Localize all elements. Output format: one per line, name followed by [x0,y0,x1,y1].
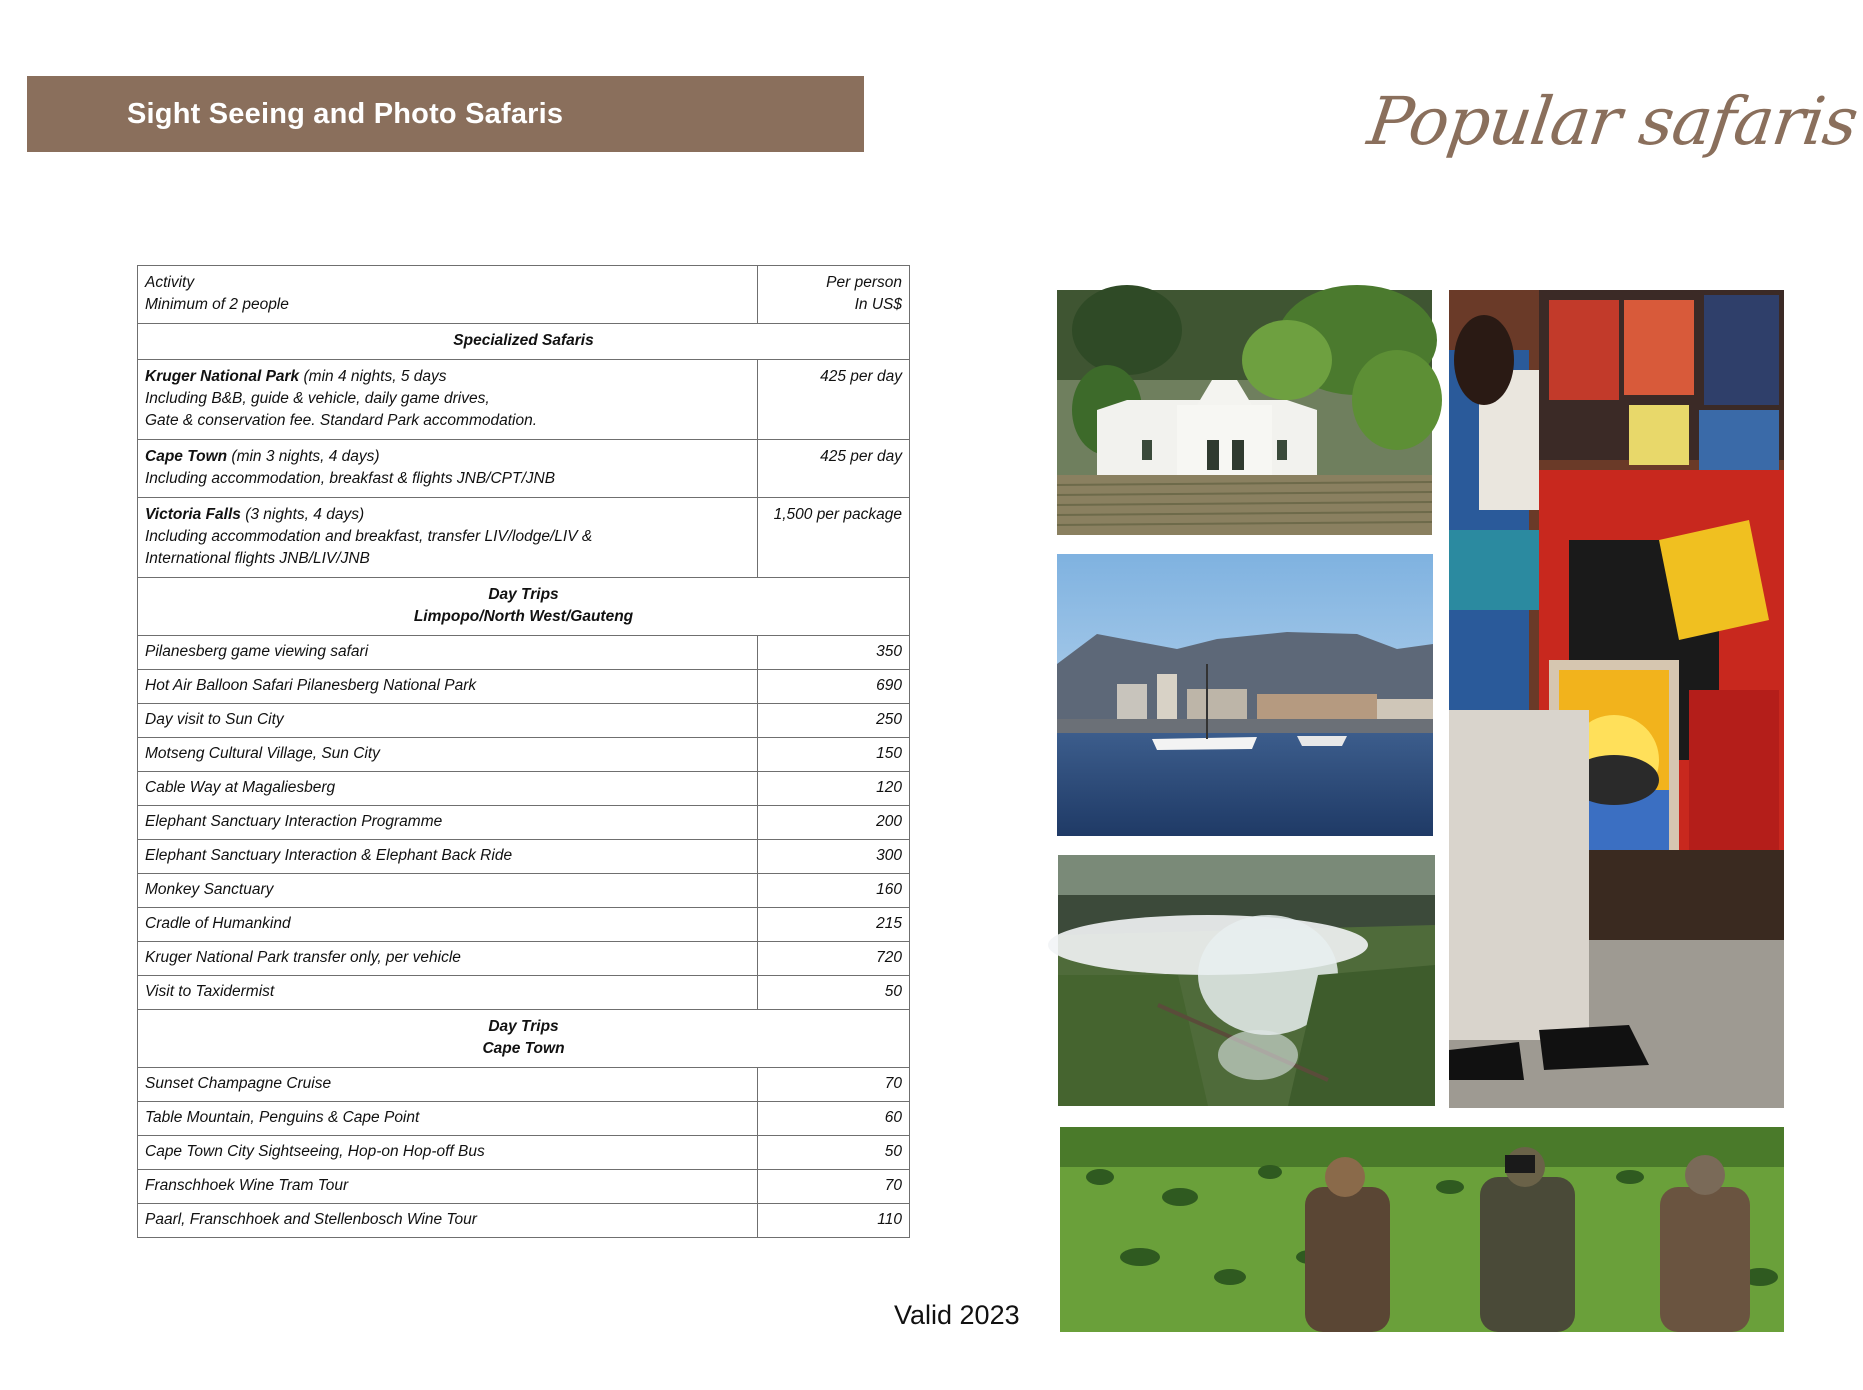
price-cell: 150 [758,738,910,772]
page-title: Sight Seeing and Photo Safaris [127,97,564,130]
activity-cell: Elephant Sanctuary Interaction & Elephant Back Ride [138,840,758,874]
price-cell: 215 [758,908,910,942]
table-row [138,498,910,578]
price-cell: 250 [758,704,910,738]
kruger-name: Kruger National Park [145,368,300,385]
kruger-line2: Including B&B, guide & vehicle, daily game drives, [145,390,490,407]
table-row [138,738,910,772]
activity-cell: Sunset Champagne Cruise [138,1068,758,1102]
price-cell: 720 [758,942,910,976]
homestead-photo [1057,290,1432,535]
section-row [138,324,910,360]
price-cell: 70 [758,1170,910,1204]
section-specialized: Specialized Safaris [138,324,910,360]
table-row [138,1068,910,1102]
activity-cell: Pilanesberg game viewing safari [138,636,758,670]
activity-cell: Day visit to Sun City [138,704,758,738]
table-row [138,440,910,498]
activity-cell: Cradle of Humankind [138,908,758,942]
section-row [138,578,910,636]
table-row [138,1102,910,1136]
activity-cell: Visit to Taxidermist [138,976,758,1010]
table-header-row [138,266,910,324]
victoria-line2: Including accommodation and breakfast, transfer LIV/lodge/LIV & [145,528,593,545]
activity-cell: Monkey Sanctuary [138,874,758,908]
header-currency: In US$ [854,296,902,313]
victoria-falls-photo [1058,855,1435,1106]
price-cell: 690 [758,670,910,704]
table-row [138,704,910,738]
curio-market-photo [1449,290,1784,1108]
activity-cell: Hot Air Balloon Safari Pilanesberg National Park [138,670,758,704]
price-cell: 60 [758,1102,910,1136]
table-row [138,942,910,976]
price-cell: 50 [758,976,910,1010]
activity-cell: Kruger National Park transfer only, per vehicle [138,942,758,976]
section-row [138,1010,910,1068]
table-row [138,772,910,806]
price-cell: 50 [758,1136,910,1170]
victoria-price: 1,500 per package [758,498,910,578]
kruger-price: 425 per day [758,360,910,440]
header-per-person: Per person [826,274,902,291]
activity-cell: Cape Town City Sightseeing, Hop-on Hop-off Bus [138,1136,758,1170]
victoria-line3: International flights JNB/LIV/JNB [145,550,370,567]
table-row [138,1136,910,1170]
script-heading: Popular safaris [1363,83,1862,160]
activity-cell: Cable Way at Magaliesberg [138,772,758,806]
price-cell: 350 [758,636,910,670]
table-row [138,840,910,874]
activity-cell: Table Mountain, Penguins & Cape Point [138,1102,758,1136]
section-day-trips-1-sub: Limpopo/North West/Gauteng [413,608,634,625]
photographers-photo [1060,1127,1784,1332]
activity-cell: Paarl, Franschhoek and Stellenbosch Wine Tour [138,1204,758,1238]
cape-detail: (min 3 nights, 4 days) [227,448,380,465]
valid-year: Valid 2023 [894,1300,1020,1330]
cape-price: 425 per day [758,440,910,498]
table-row [138,636,910,670]
header-minimum: Minimum of 2 people [145,296,289,313]
table-row [138,670,910,704]
price-cell: 300 [758,840,910,874]
victoria-detail: (3 nights, 4 days) [240,506,365,523]
activity-cell: Motseng Cultural Village, Sun City [138,738,758,772]
kruger-detail: (min 4 nights, 5 days [299,368,447,385]
cape-line2: Including accommodation, breakfast & flights JNB/CPT/JNB [145,470,556,487]
table-row [138,1204,910,1238]
waterfront-photo [1057,554,1433,836]
table-row [138,806,910,840]
price-cell: 110 [758,1204,910,1238]
table-row [138,908,910,942]
price-cell: 200 [758,806,910,840]
table-row [138,360,910,440]
price-cell: 160 [758,874,910,908]
table-row [138,874,910,908]
section-day-trips-2-sub: Cape Town [482,1040,565,1057]
price-cell: 70 [758,1068,910,1102]
kruger-line3: Gate & conservation fee. Standard Park accommodation. [145,412,538,429]
activity-cell: Elephant Sanctuary Interaction Programme [138,806,758,840]
activity-cell: Franschhoek Wine Tram Tour [138,1170,758,1204]
victoria-name: Victoria Falls [145,506,241,523]
table-row [138,1170,910,1204]
section-day-trips-2: Day Trips [488,1018,559,1035]
price-table [137,265,910,1238]
price-cell: 120 [758,772,910,806]
table-row [138,976,910,1010]
cape-name: Cape Town [145,448,228,465]
title-banner [27,76,864,152]
header-activity: Activity [145,274,195,291]
section-day-trips-1: Day Trips [488,586,559,603]
